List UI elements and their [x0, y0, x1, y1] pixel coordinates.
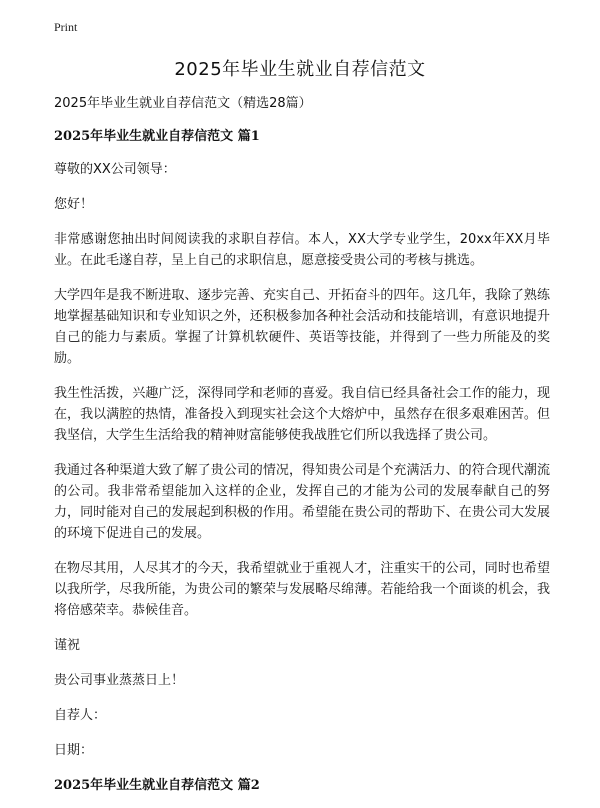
page-title: 2025年毕业生就业自荐信范文 [174, 59, 426, 80]
letter-paragraph-2: 大学四年是我不断进取、逐步完善、充实自己、开拓奋斗的四年。这几年，我除了熟练地掌握基础知识和专业知识之外，还积极参加各种社会活动和技能培训，有意识地提升自己的能力与素质。掌握了计算机软硬件、英语等技能，并得到了一些力所能及的奖励。 [54, 288, 550, 366]
letter-greeting: 您好！ [54, 197, 94, 212]
letter-paragraph-1: 非常感谢您抽出时间阅读我的求职自荐信。本人，XX大学专业学生，20xx年XX月毕业。在此毛遂自荐，呈上自己的求职信息，愿意接受贵公司的考核与挑选。 [54, 232, 550, 268]
letter-salutation: 尊敬的XX公司领导： [54, 162, 176, 177]
section-heading-2: 2025年毕业生就业自荐信范文 篇2 [54, 778, 260, 793]
signature-label: 自荐人： [54, 708, 107, 723]
letter-paragraph-4: 我通过各种渠道大致了解了贵公司的情况，得知贵公司是个充满活力、的符合现代潮流的公司。我非常希望能加入这样的企业，发挥自己的才能为公司的发展奉献自己的努力，同时能对自己的发展起到积极的作用。希望能在贵公司的帮助下、在贵公司大发展的环境下促进自己的发展。 [54, 463, 550, 541]
date-label: 日期： [54, 743, 94, 758]
letter-wish: 贵公司事业蒸蒸日上！ [54, 673, 185, 688]
letter-paragraph-3: 我生性活拨，兴趣广泛，深得同学和老师的喜爱。我自信已经具备社会工作的能力，现在，我以满腔的热情，准备投入到现实社会这个大熔炉中，虽然存在很多艰难困苦。但我坚信，大学生生活给我的精神财富能够使我战胜它们所以我选择了贵公司。 [54, 386, 550, 443]
letter-paragraph-5: 在物尽其用，人尽其才的今天，我希望就业于重视人才，注重实干的公司，同时也希望以我所学，尽我所能，为贵公司的繁荣与发展略尽绵薄。若能给我一个面谈的机会，我将倍感荣幸。恭候佳音。 [54, 561, 550, 618]
document-subtitle: 2025年毕业生就业自荐信范文（精选28篇） [54, 96, 312, 111]
letter-closing: 谨祝 [54, 638, 81, 653]
section-heading-1: 2025年毕业生就业自荐信范文 篇1 [54, 129, 260, 144]
print-link[interactable]: Print [54, 20, 78, 34]
document-body [54, 93, 550, 808]
